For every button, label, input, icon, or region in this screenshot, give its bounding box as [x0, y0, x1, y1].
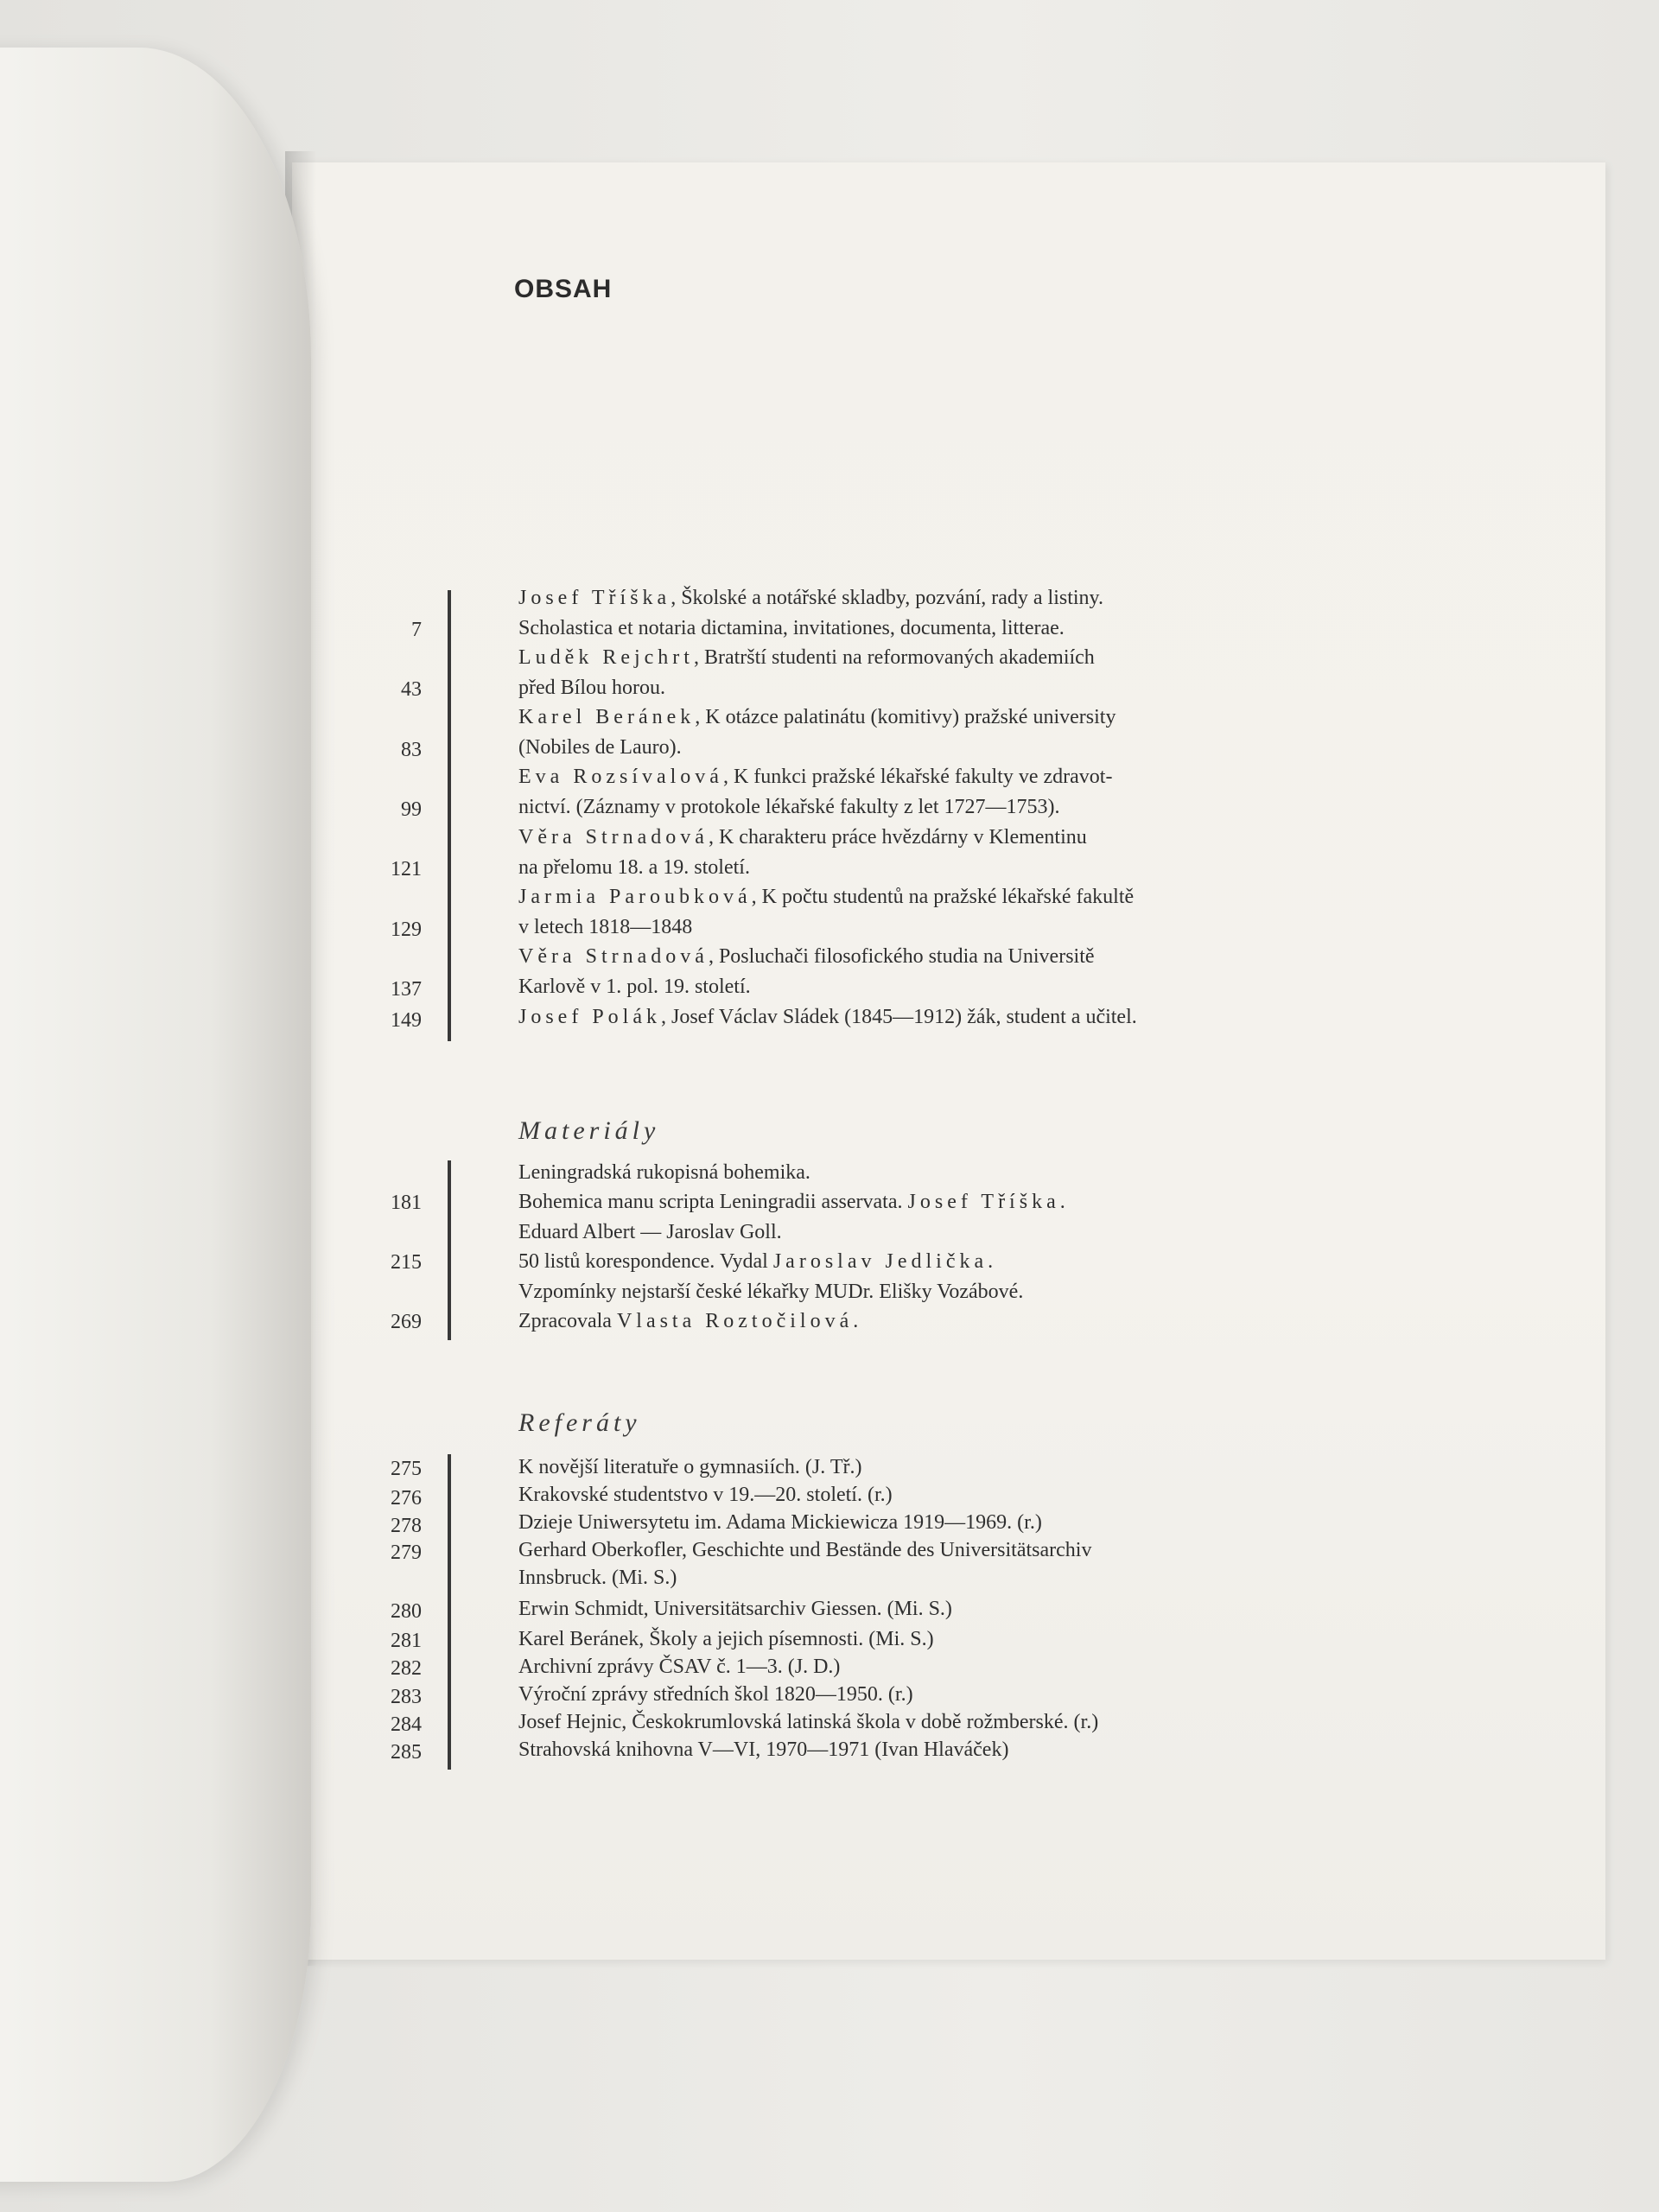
material-editor: Josef Tříška: [907, 1191, 1060, 1213]
article-author: Eva Rozsívalová: [518, 766, 723, 788]
review-page: 278: [391, 1515, 422, 1537]
material-line: Leningradská rukopisná bohemika.: [518, 1161, 810, 1184]
right-page: [292, 162, 1605, 1960]
material-text: Zpracovala: [518, 1310, 617, 1332]
article-page: 99: [401, 798, 422, 821]
page-title: OBSAH: [514, 275, 613, 303]
material-line: [518, 1251, 993, 1272]
review-page: 284: [391, 1713, 422, 1736]
review-line: Strahovská knihovna V—VI, 1970—1971 (Ivan Hlaváček): [518, 1738, 1009, 1761]
review-line: Dzieje Uniwersytetu im. Adama Mickiewicza 1919—1969. (r.): [518, 1511, 1042, 1534]
article-line: [518, 946, 1095, 967]
article-line: na přelomu 18. a 19. století.: [518, 856, 750, 879]
article-author: Jarmia Paroubková: [518, 886, 752, 908]
article-page: 43: [401, 678, 422, 701]
article-page: 129: [391, 918, 422, 941]
review-line: Josef Hejnic, Českokrumlovská latinská škola v době rožmberské. (r.): [518, 1711, 1099, 1733]
article-author: Karel Beránek: [518, 706, 696, 728]
article-title: , Bratrští studenti na reformovaných akademiích: [693, 646, 1095, 669]
review-page: 283: [391, 1686, 422, 1708]
article-line: nictví. (Záznamy v protokole lékařské fakulty z let 1727—1753).: [518, 796, 1060, 818]
rule-referaty: [448, 1454, 451, 1770]
material-page: 269: [391, 1311, 422, 1333]
material-text: 50 listů korespondence. Vydal: [518, 1250, 773, 1273]
article-author: Josef Tříška: [518, 587, 671, 609]
article-title: , Josef Václav Sládek (1845—1912) žák, student a učitel.: [661, 1006, 1137, 1028]
review-page: 285: [391, 1741, 422, 1764]
article-title: , Školské a notářské skladby, pozvání, rady a listiny.: [671, 587, 1103, 609]
article-author: Věra Strnadová: [518, 945, 709, 968]
article-author: Věra Strnadová: [518, 826, 709, 849]
left-page-curl: [0, 48, 311, 2182]
material-page: 215: [391, 1251, 422, 1274]
review-page: 281: [391, 1630, 422, 1652]
article-author: Luděk Rejchrt: [518, 646, 694, 669]
section-title-materialy: Materiály: [518, 1116, 660, 1145]
article-page: 137: [391, 978, 422, 1001]
review-line: Karel Beránek, Školy a jejich písemnosti. (Mi. S.): [518, 1628, 934, 1650]
review-line: Výroční zprávy středních škol 1820—1950. (r.): [518, 1683, 913, 1706]
review-page: 279: [391, 1541, 422, 1564]
article-page: 7: [411, 619, 422, 641]
material-editor: Jaroslav Jedlička: [772, 1250, 988, 1273]
review-line: Innsbruck. (Mi. S.): [518, 1567, 677, 1589]
review-page: 276: [391, 1487, 422, 1510]
article-line: Scholastica et notaria dictamina, invitationes, documenta, litterae.: [518, 617, 1065, 639]
review-line: Gerhard Oberkofler, Geschichte und Bestände des Universitätsarchiv: [518, 1539, 1092, 1561]
material-line: Vzpomínky nejstarší české lékařky MUDr. Elišky Vozábové.: [518, 1281, 1024, 1303]
article-page: 149: [391, 1009, 422, 1032]
article-line: [518, 887, 1134, 907]
article-author: Josef Polák: [518, 1006, 661, 1028]
article-line: [518, 647, 1095, 668]
article-line: [518, 827, 1087, 848]
material-line: Eduard Albert — Jaroslav Goll.: [518, 1221, 782, 1243]
article-line: [518, 766, 1112, 787]
article-title: , K charakteru práce hvězdárny v Klementinu: [708, 826, 1087, 849]
article-line: [518, 1007, 1137, 1027]
review-line: Archivní zprávy ČSAV č. 1—3. (J. D.): [518, 1656, 841, 1678]
review-line: Krakovské studentstvo v 19.—20. století. (r.): [518, 1484, 893, 1506]
material-line: [518, 1192, 1065, 1212]
material-tail: .: [1059, 1191, 1065, 1213]
article-line: Karlově v 1. pol. 19. století.: [518, 976, 751, 998]
review-page: 280: [391, 1600, 422, 1623]
article-page: 121: [391, 858, 422, 880]
review-line: K novější literatuře o gymnasiích. (J. Tř.): [518, 1456, 862, 1478]
article-title: , K funkci pražské lékařské fakulty ve zdravot-: [722, 766, 1113, 788]
article-line: (Nobiles de Lauro).: [518, 736, 682, 759]
article-line: [518, 588, 1103, 608]
article-title: , K otázce palatinátu (komitivy) pražské university: [695, 706, 1116, 728]
rule-materialy: [448, 1160, 451, 1340]
review-page: 275: [391, 1458, 422, 1480]
material-line: [518, 1311, 858, 1332]
section-title-referaty: Referáty: [518, 1408, 641, 1437]
material-text: Bohemica manu scripta Leningradii asservata.: [518, 1191, 908, 1213]
article-line: před Bílou horou.: [518, 677, 665, 699]
article-page: 83: [401, 739, 422, 761]
article-line: [518, 707, 1116, 728]
review-page: 282: [391, 1657, 422, 1680]
material-tail: .: [853, 1310, 859, 1332]
article-line: v letech 1818—1848: [518, 916, 693, 938]
article-title: , Posluchači filosofického studia na Universitě: [708, 945, 1095, 968]
article-title: , K počtu studentů na pražské lékařské fakultě: [751, 886, 1135, 908]
material-tail: .: [988, 1250, 994, 1273]
rule-articles: [448, 590, 451, 1041]
material-editor: Vlasta Roztočilová: [616, 1310, 854, 1332]
review-line: Erwin Schmidt, Universitätsarchiv Giessen. (Mi. S.): [518, 1598, 952, 1620]
material-page: 181: [391, 1192, 422, 1214]
